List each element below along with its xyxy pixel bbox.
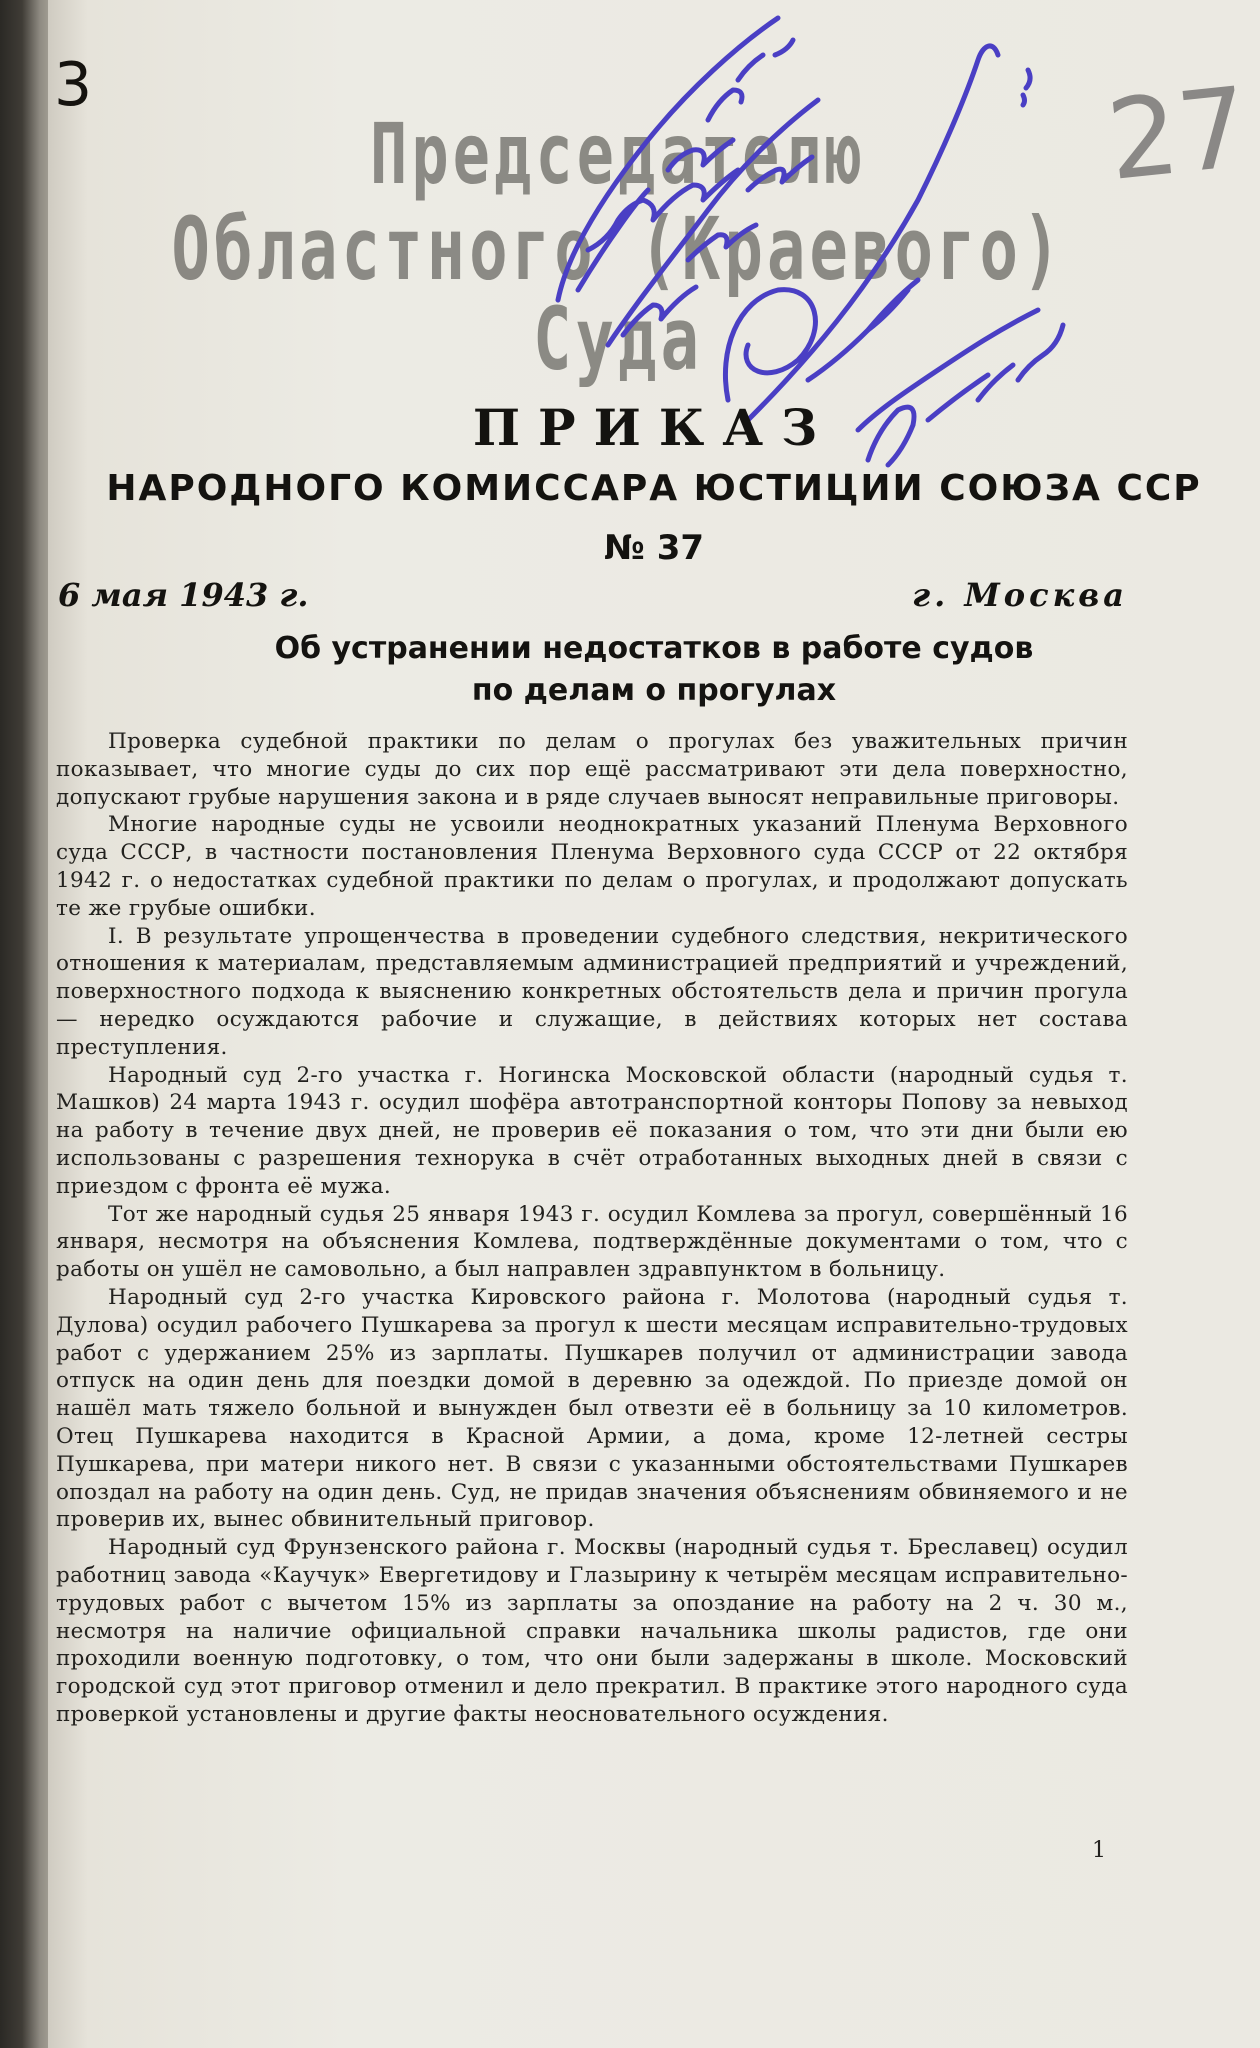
dateline (58, 576, 1128, 614)
order-city: г. Москва (912, 576, 1128, 614)
stamp-line-1: Председателю (370, 104, 866, 204)
body-paragraph: Тот же народный судья 25 января 1943 г. осудил Комлева за прогул, совершённый 16 января, несмотря на объяснения Комлева, подтверждённые документами о том, что с работы он ушёл не самовольно, а был направлен здравпунктом в больницу. (56, 1201, 1128, 1283)
addressee-stamp (138, 104, 1098, 392)
order-issuer: НАРОДНОГО КОМИССАРА ЮСТИЦИИ СОЮЗА ССР (106, 468, 1202, 509)
edge-mark: 3 (54, 50, 93, 120)
order-number: № 37 (603, 528, 705, 568)
order-subject (48, 628, 1260, 712)
subject-line-1: Об устранении недостатков в работе судов (274, 631, 1034, 666)
body-paragraph: Многие народные суды не усвоили неоднократных указаний Пленума Верховного суда СССР, в частности постановления Пленума Верховного суда СССР от 22 октября 1942 г. о недостатках судебной практики по делам о прогулах, и продолжают допускать те же грубые ошибки. (56, 812, 1128, 921)
page-number: 1 (1092, 1838, 1106, 1863)
body-paragraph: Проверка судебной практики по делам о прогулах без уважительных причин показывает, что многие суды до сих пор ещё рассматривают эти дела поверхностно, допускают грубые нарушения закона и в ряде случаев выносят неправильные приговоры. (56, 729, 1128, 810)
order-body (56, 728, 1128, 1729)
body-paragraph: I. В результате упрощенчества в проведении судебного следствия, некритического отношения к материалам, представляемым администрацией предприятий и учреждений, поверхностного подхода к выяснению конкретных обстоятельств дела и причин прогула — нередко осуждаются рабочие и служащие, в действиях которых нет состава преступления. (56, 923, 1128, 1060)
body-paragraph: Народный суд 2-го участка г. Ногинска Московской области (народный судья т. Машков) 24 марта 1943 г. осудил шофёра автотранспортной конторы Попову за невыход на работу в течение двух дней, не проверив её показания о том, что эти дни были ею использованы с разрешения технорука в счёт отработанных выходных дней в связи с приездом с фронта её мужа. (56, 1062, 1128, 1199)
pencil-sheet-number: 27 (1101, 63, 1255, 205)
body-paragraph: Народный суд 2-го участка Кировского района г. Молотова (народный судья т. Дулова) осудил рабочего Пушкарева за прогул к шести месяцам исправительно-трудовых работ с удержанием 25% из зарплаты. Пушкарев получил от администрации завода отпуск на один день для поездки домой в деревню за одеждой. По приезде домой он нашёл мать тяжело больной и вынужден был отвезти её в больницу за 10 километров. Отец Пушкарева находится в Красной Армии, а дома, кроме 12-летней сестры Пушкарева, при матери никого нет. В связи с указанными обстоятельствами Пушкарев опоздал на работу на один день. Суд, не придав значения объяснениям обвиняемого и не проверив их, вынес обвинительный приговор. (56, 1284, 1128, 1533)
order-title: ПРИКАЗ (472, 398, 836, 457)
document-page (48, 0, 1260, 2048)
body-paragraph: Народный суд Фрунзенского района г. Москвы (народный судья т. Бреславец) осудил работниц завода «Каучук» Евергетидову и Глазырину к четырём месяцам исправительно-трудовых работ с вычетом 15% из зарплаты за опоздание на работу на 2 ч. 30 м., несмотря на наличие официальной справки начальника школы радистов, где они проходили военную подготовку, о том, что они были задержаны в школе. Московский городской суд этот приговор отменил и дело прекратил. В практике этого народного суда проверкой установлены и другие факты неосновательного осуждения. (56, 1535, 1128, 1727)
subject-line-2: по делам о прогулах (471, 673, 837, 708)
stamp-line-2: Областного (Краевого) Суда (171, 200, 1065, 392)
order-date: 6 мая 1943 г. (58, 576, 309, 614)
